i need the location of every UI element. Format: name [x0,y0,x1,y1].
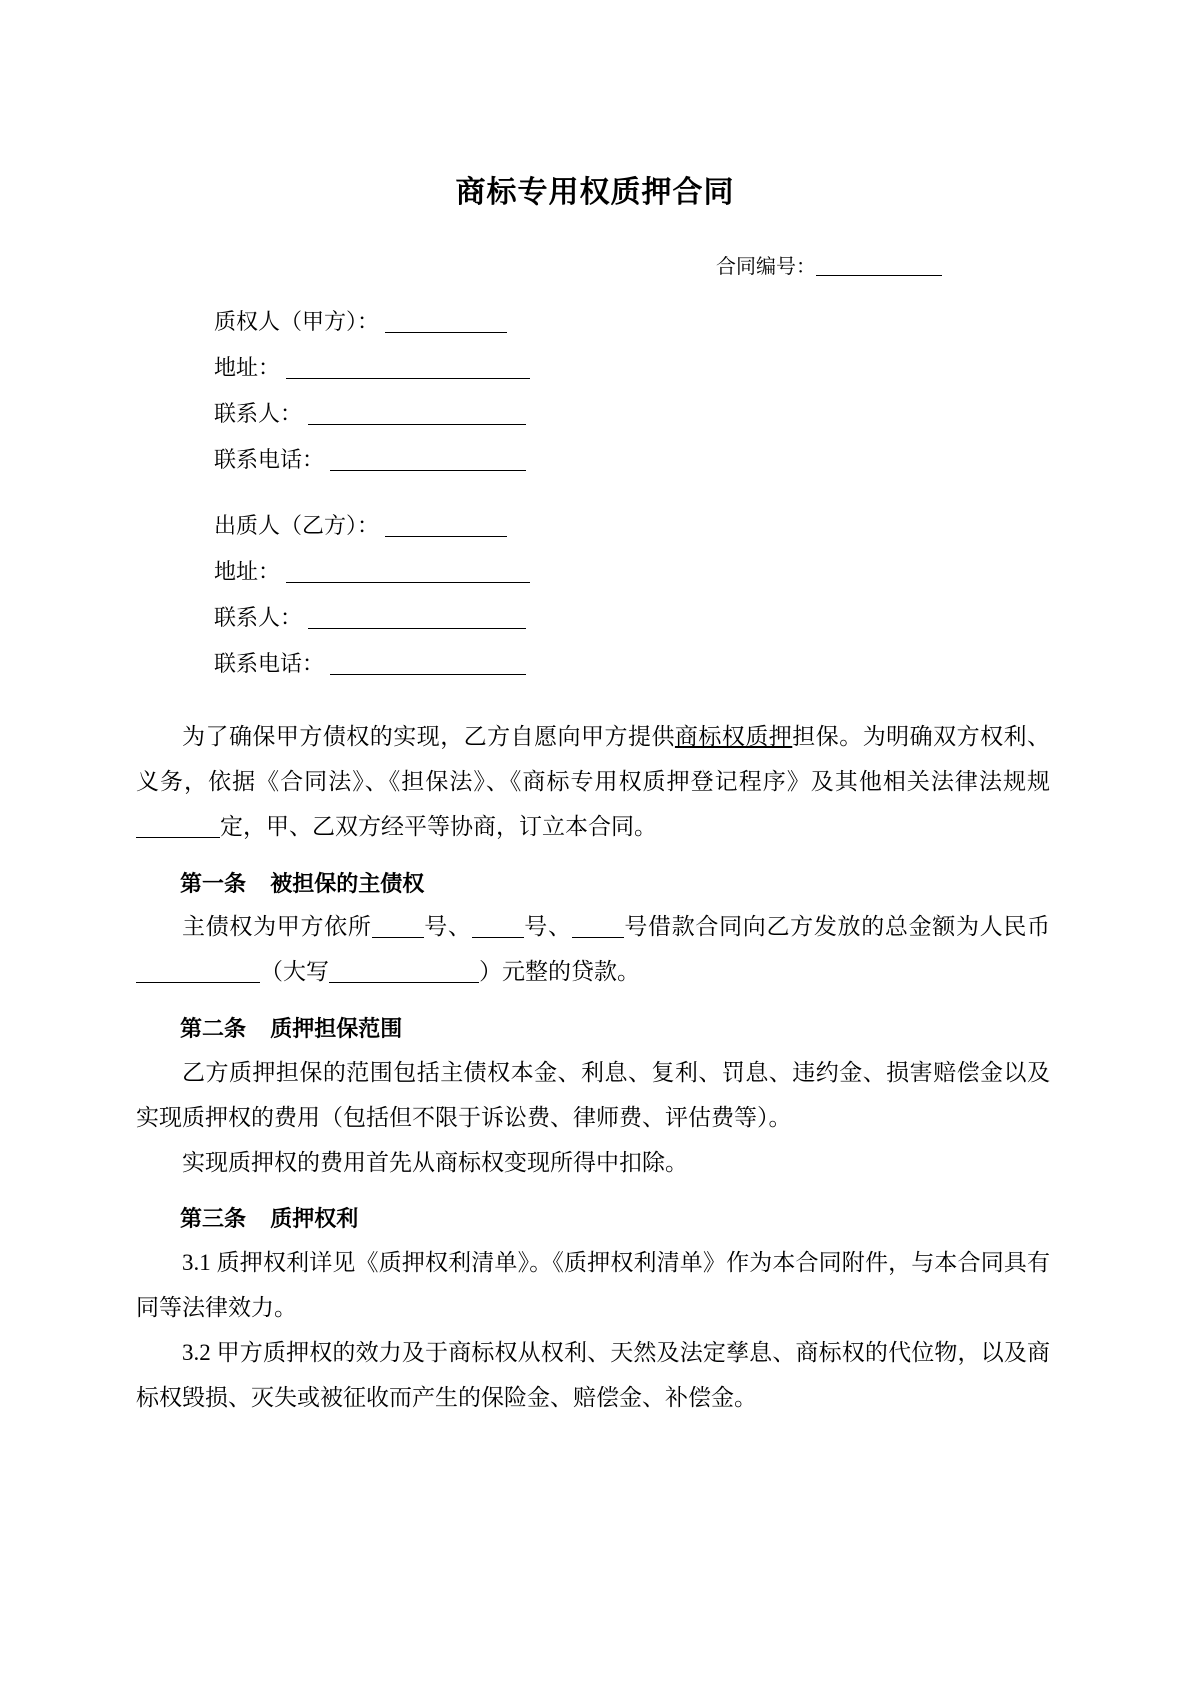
preamble-part-2: 担保。为明确双方权利、义务，依据《合同法》、《担保法》、《商标专用权质押登记程序》及其他相关法律法规规 [136,724,1051,794]
party-row-contact [214,607,1190,629]
page-title: 商标专用权质押合同 [455,175,735,210]
party-block-pledgor [214,515,1190,675]
party-label-name: 出质人（乙方）： [214,513,380,538]
party-row-name [214,515,1190,537]
party-row-address [214,561,1190,583]
party-label-phone: 联系电话： [214,447,325,472]
section-1-paragraph [136,905,1050,995]
party-row-address [214,357,1190,379]
s1-blank-loan-no-3[interactable] [572,937,624,938]
s1-blank-amount-digits[interactable] [136,982,260,983]
contract-number-field[interactable] [816,275,942,276]
party-field-phone[interactable] [330,674,526,675]
party-field-phone[interactable] [330,470,526,471]
section-heading-2 [136,1009,1050,1051]
document-body [0,715,1190,1421]
s1-text-d: 号借款合同向乙方发放的总金额为人民币 [623,914,1050,940]
s1-text-c: 号、 [523,914,572,940]
section-heading-1 [136,864,1050,906]
s1-blank-amount-words[interactable] [329,982,479,983]
section-heading-3 [136,1199,1050,1241]
party-row-name [214,311,1190,333]
preamble-blank-field[interactable] [136,837,220,838]
party-field-name[interactable] [385,332,507,333]
section-title-1: 被担保的主债权 [270,871,425,897]
section-number-2: 第二条 [180,1017,247,1043]
party-label-contact: 联系人： [214,605,303,630]
party-label-contact: 联系人： [214,401,303,426]
preamble-part-1: 为了确保甲方债权的实现，乙方自愿向甲方提供 [182,724,675,749]
s1-text-f: ）元整的贷款。 [479,959,640,985]
party-field-contact[interactable] [308,628,526,629]
party-row-phone [214,653,1190,675]
contract-number-label: 合同编号： [716,256,816,278]
section-number-1: 第一条 [180,871,247,897]
s1-blank-loan-no-1[interactable] [372,937,424,938]
section-3-clause-3-2: 3.2 甲方质押权的效力及于商标权从权利、天然及法定孳息、商标权的代位物，以及商标权毁损、灭失或被征收而产生的保险金、赔偿金、补偿金。 [136,1339,1050,1410]
section-number-3: 第三条 [180,1207,247,1233]
party-label-phone: 联系电话： [214,651,325,676]
s1-text-b: 号、 [423,914,472,940]
party-row-phone [214,449,1190,471]
party-label-name: 质权人（甲方）： [214,309,380,334]
contract-number-row [0,253,1190,281]
party-label-address: 地址： [214,559,281,584]
preamble-emphasis: 商标权质押 [674,724,793,749]
party-field-address[interactable] [286,378,530,379]
section-title-3: 质押权利 [270,1207,359,1233]
section-3-clause-3-1: 3.1 质押权利详见《质押权利清单》。《质押权利清单》作为本合同附件，与本合同具有同等法律效力。 [136,1250,1050,1320]
party-label-address: 地址： [214,355,281,380]
s1-blank-loan-no-2[interactable] [472,937,524,938]
section-2-paragraph-1: 乙方质押担保的范围包括主债权本金、利息、复利、罚息、违约金、损害赔偿金以及实现质押权的费用（包括但不限于诉讼费、律师费、评估费等）。 [136,1059,1050,1130]
section-2-paragraph-2: 实现质押权的费用首先从商标权变现所得中扣除。 [182,1149,688,1175]
party-field-name[interactable] [385,536,507,537]
s1-text-e: （大写 [260,959,329,985]
party-field-contact[interactable] [308,424,526,425]
preamble-part-3: 定，甲、乙双方经平等协商，订立本合同。 [220,813,657,839]
party-row-contact [214,403,1190,425]
section-title-2: 质押担保范围 [270,1017,403,1043]
party-field-address[interactable] [286,582,530,583]
party-block-pledgee [214,311,1190,471]
s1-text-a: 主债权为甲方依所 [182,914,372,940]
preamble-paragraph [136,715,1050,850]
